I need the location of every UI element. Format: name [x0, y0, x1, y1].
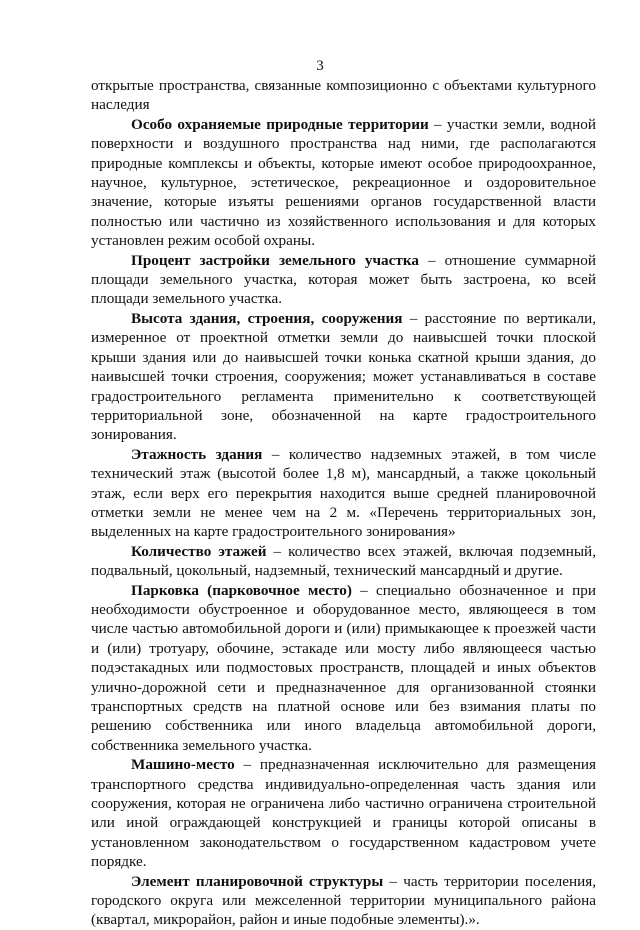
- definition-storeys: [91, 445, 596, 542]
- definition-text: – специально обозначенное и при необходимости обустроенное и оборудованное место, являющееся в том числе частью автомобильной дороги и (или) примыкающее к проезжей части и (или) тротуару, обочине, эстакаде или мосту либо являющееся частью подэстакадных или подмостовых пространств, площадей и иных объектов улично-дорожной сети и предназначенное для организованной стоянки транспортных средств на платной основе или без взимания платы по решению собственника или иного владельца автомобильной дороги, собственника земельного участка.: [91, 581, 597, 754]
- definition-term: Количество этажей: [131, 542, 267, 560]
- definition-building-height: [91, 309, 596, 445]
- definition-text: – количество надземных этажей, в том числе технический этаж (высотой более 1,8 м), мансардный, а также цокольный этаж, если верх его перекрытия находится выше средней планировочной отметки земли не менее чем на 2 м. «Перечень территориальных зон, выделенных на карте градостроительного зонирования»: [91, 445, 596, 541]
- definition-planning-structure-element: [91, 872, 596, 930]
- definition-term: Парковка (парковочное место): [131, 581, 352, 599]
- definition-term: Этажность здания: [131, 445, 263, 463]
- definition-protected-natural-territories: [91, 115, 596, 251]
- definition-term: Элемент планировочной структуры: [131, 872, 384, 890]
- definition-text: – предназначенная исключительно для размещения транспортного средства индивидуально-определенная часть здания или сооружения, которая не ограничена либо частично ограничена строительной или иной ограждающей конструкцией и границы которой описаны в установленном законодательством о государственном кадастровом учете порядке.: [91, 756, 596, 871]
- definition-term: Процент застройки земельного участка: [131, 251, 419, 269]
- definition-term: Высота здания, строения, сооружения: [131, 309, 403, 327]
- definition-parking: [91, 581, 596, 756]
- definition-building-percentage: [91, 251, 596, 309]
- document-body: [91, 76, 596, 930]
- definition-parking-space: [91, 755, 596, 871]
- definition-number-of-floors: [91, 542, 596, 581]
- definition-text: – часть территории поселения, городского округа или межселенной территории муниципального района (квартал, микрорайон, район и иные подобные элементы).».: [91, 872, 597, 929]
- definition-text: – расстояние по вертикали, измеренное от проектной отметки земли до наивысшей точки плоской крыши здания или до наивысшей точки конька скатной крыши здания, до наивысшей точки строения, сооружения; может устанавливаться в составе градостроительного регламента применительно к соответствующей территориальной зоне, обозначенной на карте градостроительного зонирования.: [91, 309, 596, 444]
- definition-text: – количество всех этажей, включая подземный, подвальный, цокольный, надземный, технический мансардный и другие.: [91, 542, 596, 580]
- definition-text: – отношение суммарной площади земельного участка, которая может быть застроена, ко всей площади земельного участка.: [91, 251, 596, 308]
- definition-term: Особо охраняемые природные территории: [131, 115, 429, 133]
- paragraph-text: открытые пространства, связанные композиционно с объектами культурного наследия: [91, 77, 596, 114]
- page-number: 3: [316, 58, 324, 74]
- definition-term: Машино-место: [131, 756, 235, 774]
- paragraph-continuation: [91, 76, 596, 115]
- definition-text: – участки земли, водной поверхности и воздушного пространства над ними, где располагаются природные комплексы и объекты, которые имеют особое природоохранное, научное, культурное, эстетическое, рекреационное и оздоровительное значение, которые изъяты решениями органов государственной власти полностью или частично из хозяйственного использования и для которых установлен режим особой охраны.: [91, 115, 596, 250]
